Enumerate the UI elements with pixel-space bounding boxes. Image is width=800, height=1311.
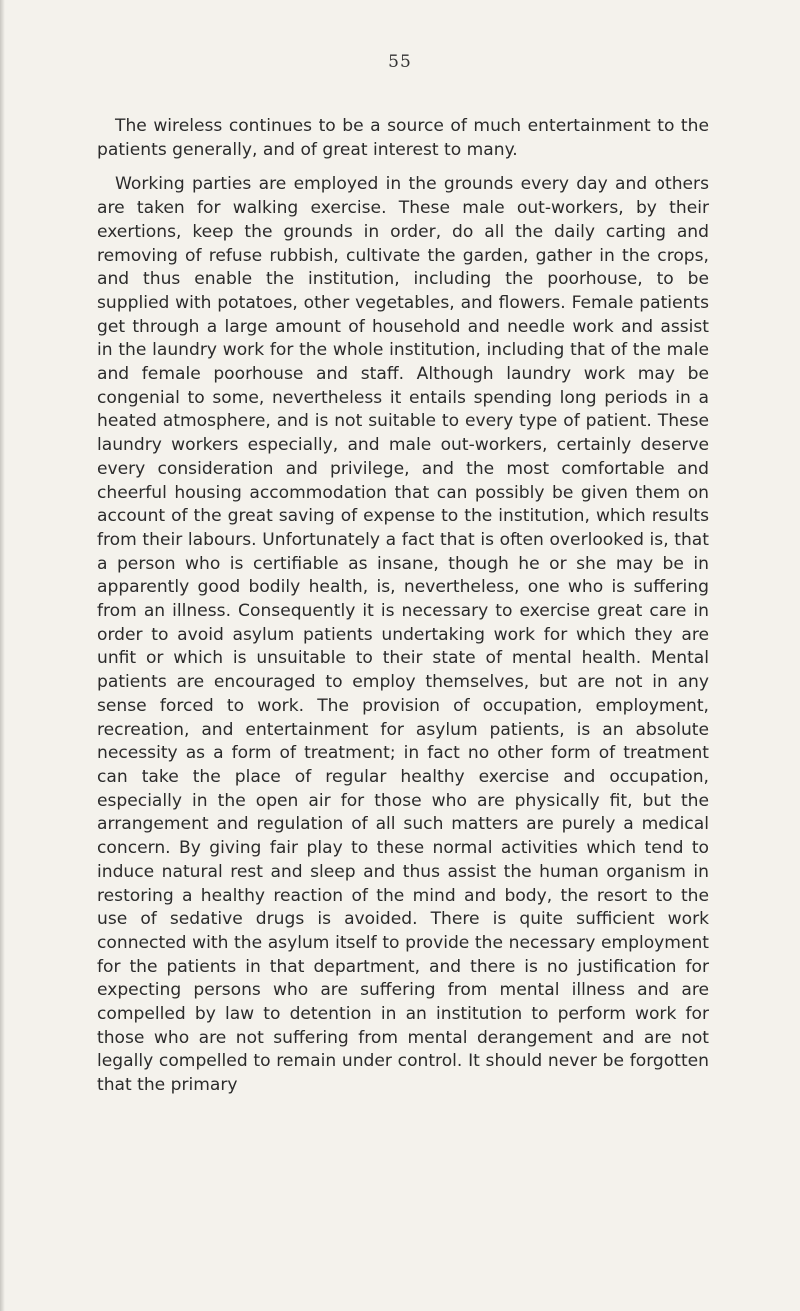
paragraph-wireless: The wireless continues to be a source of much entertainment to the patients generally, and of great interest to many. xyxy=(97,116,709,160)
page-number: 55 xyxy=(388,52,412,72)
body-text xyxy=(97,115,709,1098)
page-edge-shadow xyxy=(0,0,5,1311)
paragraph-working-parties: Working parties are employed in the grounds every day and others are taken for walking exercise. These male out-workers, by their exertions, keep the grounds in order, do all the daily carting and removing of refuse rubbish, cultivate the garden, gather in the crops, and thus enable the institution, including the poorhouse, to be supplied with potatoes, other vegetables, and flowers. Female patients get through a large amount of household and needle work and assist in the laundry work for the whole institution, including that of the male and female poorhouse and staff. Although laundry work may be congenial to some, nevertheless it entails spending long periods in a heated atmosphere, and is not suitable to every type of patient. These laundry workers especially, and male out-workers, certainly deserve every consideration and privilege, and the most comfortable and cheerful housing accommodation that can possibly be given them on account of the great saving of expense to the institution, which results from their labours. Unfortunately a fact that is often overlooked is, that a person who is certifiable as insane, though he or she may be in apparently good bodily health, is, nevertheless, one who is suffering from an illness. Consequently it is necessary to exercise great care in order to avoid asylum patients undertaking work for which they are unfit or which is unsuitable to their state of mental health. Mental patients are encouraged to employ themselves, but are not in any sense forced to work. The provision of occupation, employment, recreation, and entertainment for asylum patients, is an absolute necessity as a form of treatment; in fact no other form of treatment can take the place of regular healthy exercise and occupation, especially in the open air for those who are physically fit, but the arrangement and regulation of all such matters are purely a medical concern. By giving fair play to these normal activities which tend to induce natural rest and sleep and thus assist the human organism in restoring a healthy reaction of the mind and body, the resort to the use of sedative drugs is avoided. There is quite sufficient work connected with the asylum itself to provide the necessary employment for the patients in that department, and there is no justification for expecting persons who are suffering from mental illness and are compelled by law to detention in an institution to perform work for those who are not suffering from mental derangement and are not legally compelled to remain under control. It should never be forgotten that the primary xyxy=(97,174,709,1096)
